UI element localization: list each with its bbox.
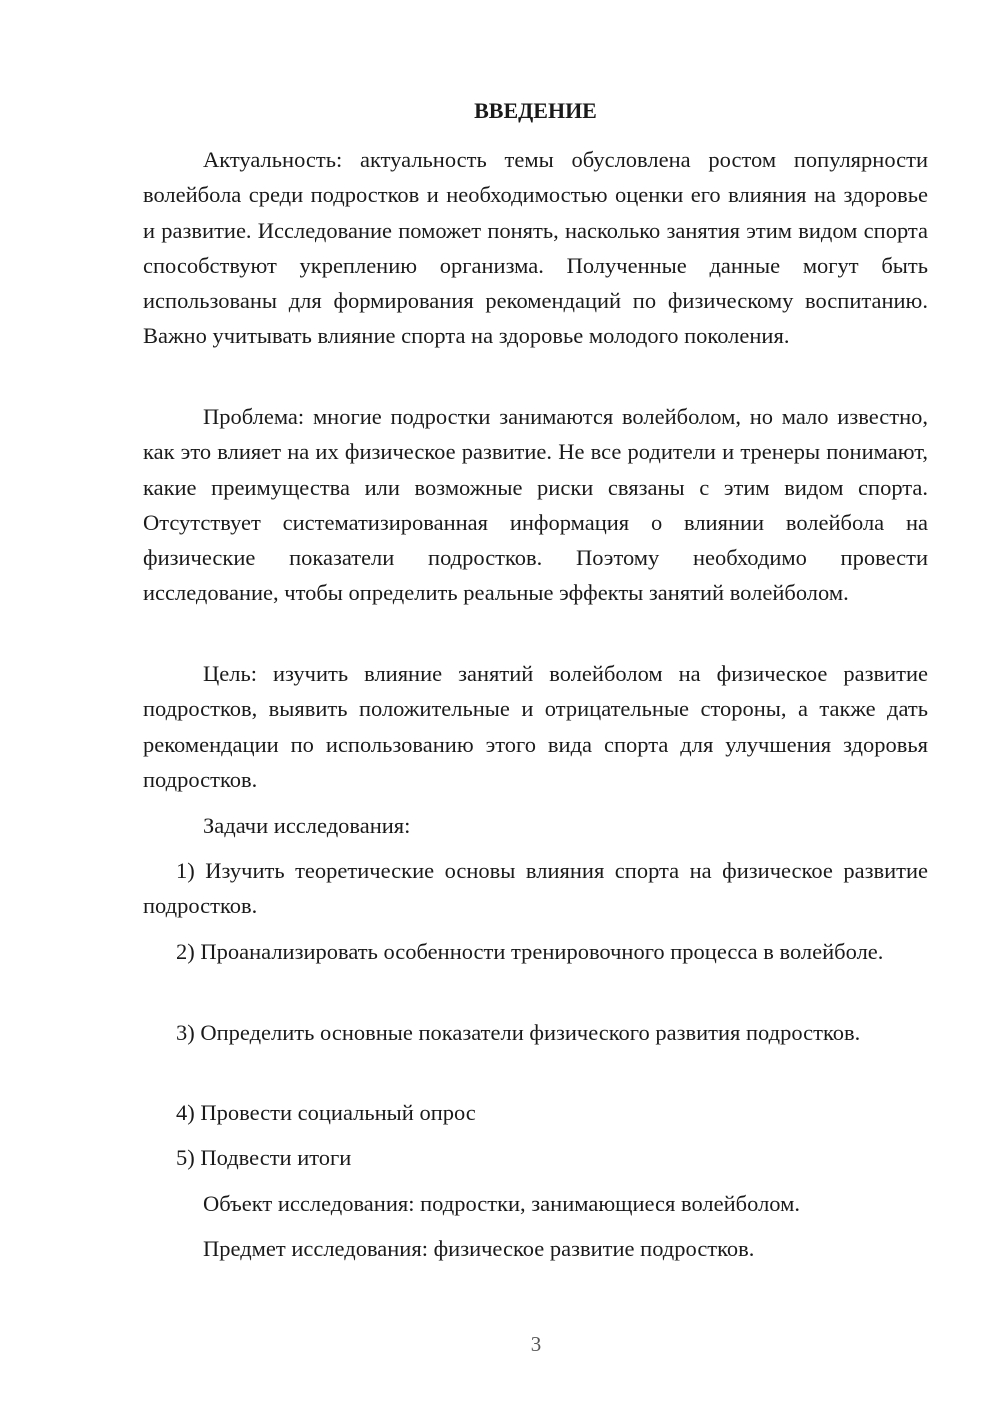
task-item-3: 3) Определить основные показатели физического развития подростков. bbox=[176, 1020, 861, 1045]
task-item-1: 1) Изучить теоретические основы влияния спорта на физическое развитие подростков. bbox=[143, 858, 928, 919]
task-item-2: 2) Проанализировать особенности тренировочного процесса в волейболе. bbox=[176, 939, 884, 964]
tasks-heading: Задачи исследования: bbox=[203, 813, 411, 838]
task-item-4: 4) Провести социальный опрос bbox=[176, 1100, 476, 1125]
task-item-5: 5) Подвести итоги bbox=[176, 1145, 352, 1170]
paragraph-goal: Цель: изучить влияние занятий волейболом на физическое развитие подростков, выявить положительные и отрицательные стороны, а также дать рекомендации по использованию этого вида спорта для улучшения здоровья подростков. bbox=[143, 661, 928, 792]
paragraph-problem: Проблема: многие подростки занимаются волейболом, но мало известно, как это влияет на их физическое развитие. Не все родители и тренеры понимают, какие преимущества или возможные риски связаны с этим видом спорта. Отсутствует систематизированная информация о влиянии волейбола на физические показатели подростков. Поэтому необходимо провести исследование, чтобы определить реальные эффекты занятий волейболом. bbox=[143, 404, 928, 606]
paragraph-object: Объект исследования: подростки, занимающиеся волейболом. bbox=[203, 1191, 800, 1216]
page-number: 3 bbox=[530, 1332, 542, 1356]
paragraph-relevance: Актуальность: актуальность темы обусловлена ростом популярности волейбола среди подростков и необходимостью оценки его влияния на здоровье и развитие. Исследование поможет понять, насколько занятия этим видом спорта способствуют укреплению организма. Полученные данные могут быть использованы для формирования рекомендаций по физическому воспитанию. Важно учитывать влияние спорта на здоровье молодого поколения. bbox=[143, 147, 928, 349]
page-title: ВВЕДЕНИЕ bbox=[474, 98, 597, 123]
paragraph-subject: Предмет исследования: физическое развитие подростков. bbox=[203, 1236, 755, 1261]
